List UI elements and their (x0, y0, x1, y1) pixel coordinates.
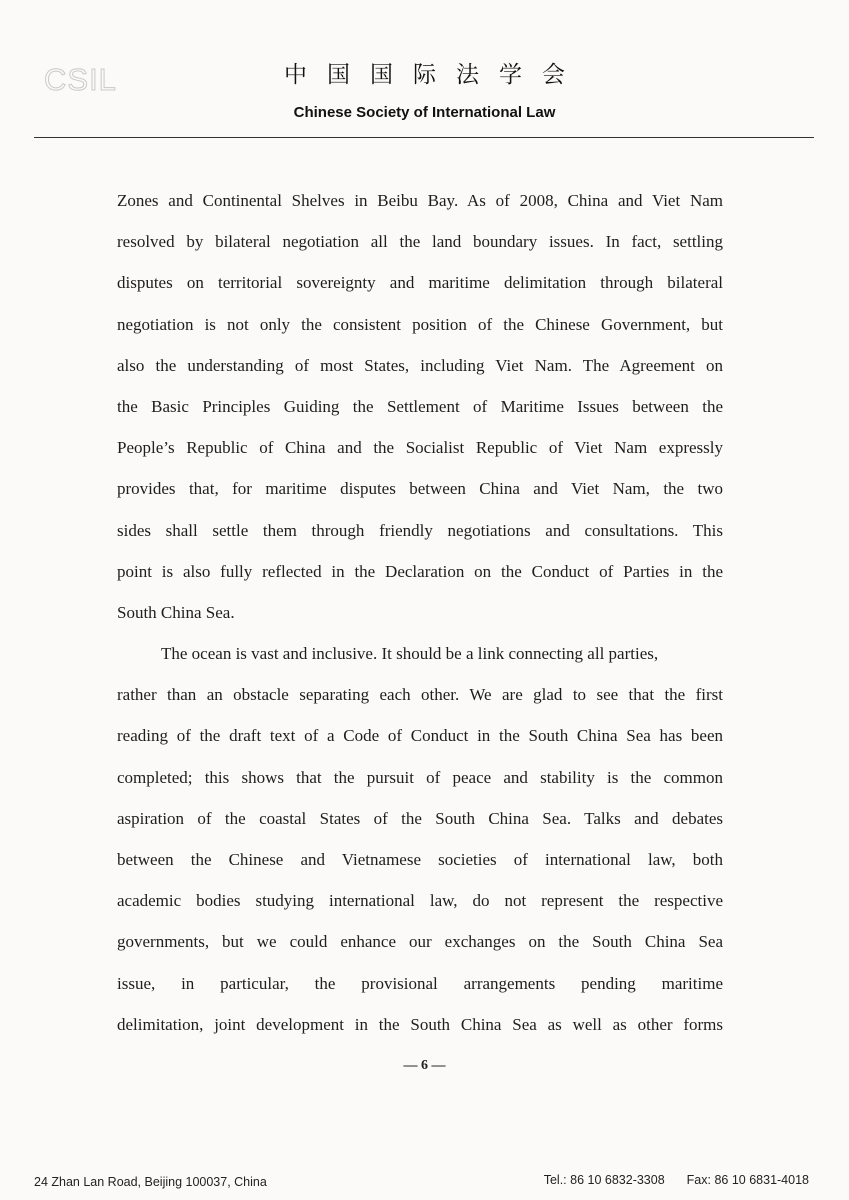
text-line: also the understanding of most States, including Viet Nam. The Agreement on (117, 355, 723, 375)
text-line: the Basic Principles Guiding the Settlement of Maritime Issues between the (117, 396, 723, 416)
text-line: completed; this shows that the pursuit of peace and stability is the common (117, 767, 723, 787)
page-number: — 6 — (403, 1058, 446, 1073)
text-line: reading of the draft text of a Code of Conduct in the South China Sea has been (117, 726, 723, 746)
footer-contact (544, 1173, 809, 1187)
header-divider (34, 137, 814, 138)
text-line: Zones and Continental Shelves in Beibu Bay. As of 2008, China and Viet Nam (117, 191, 723, 210)
footer-address: 24 Zhan Lan Road, Beijing 100037, China (34, 1175, 267, 1189)
footer-tel: Tel.: 86 10 6832-3308 (543, 1173, 665, 1187)
text-line: academic bodies studying international law, do not represent the respective (117, 891, 723, 911)
text-line: delimitation, joint development in the South China Sea as well as other forms (117, 1014, 723, 1034)
text-line: point is also fully reflected in the Declaration on the Conduct of Parties in the (117, 561, 723, 581)
text-line: negotiation is not only the consistent position of the Chinese Government, but (117, 314, 723, 334)
csil-logo: CSIL (44, 62, 117, 97)
text-line: governments, but we could enhance our exchanges on the South China Sea (117, 932, 723, 952)
text-line: resolved by bilateral negotiation all the land boundary issues. In fact, settling (117, 232, 723, 252)
text-line: sides shall settle them through friendly negotiations and consultations. This (117, 520, 723, 540)
paragraph-first-line: The ocean is vast and inclusive. It should be a link connecting all parties, (161, 644, 659, 664)
text-line: South China Sea. (117, 602, 235, 622)
text-line: issue, in particular, the provisional arrangements pending maritime (117, 973, 723, 993)
header-title-chinese: 中国国际法学会 (284, 62, 585, 88)
footer-fax: Fax: 86 10 6831-4018 (686, 1173, 809, 1187)
text-line: rather than an obstacle separating each other. We are glad to see that the first (117, 685, 723, 705)
document-body (117, 180, 723, 1045)
text-line: disputes on territorial sovereignty and maritime delimitation through bilateral (117, 273, 723, 293)
text-line: between the Chinese and Vietnamese societies of international law, both (117, 850, 723, 869)
text-line: provides that, for maritime disputes between China and Viet Nam, the two (117, 479, 723, 499)
text-line: People’s Republic of China and the Socialist Republic of Viet Nam expressly (117, 438, 723, 458)
header-title-english: Chinese Society of International Law (293, 104, 556, 121)
text-line: aspiration of the coastal States of the South China Sea. Talks and debates (117, 808, 723, 828)
